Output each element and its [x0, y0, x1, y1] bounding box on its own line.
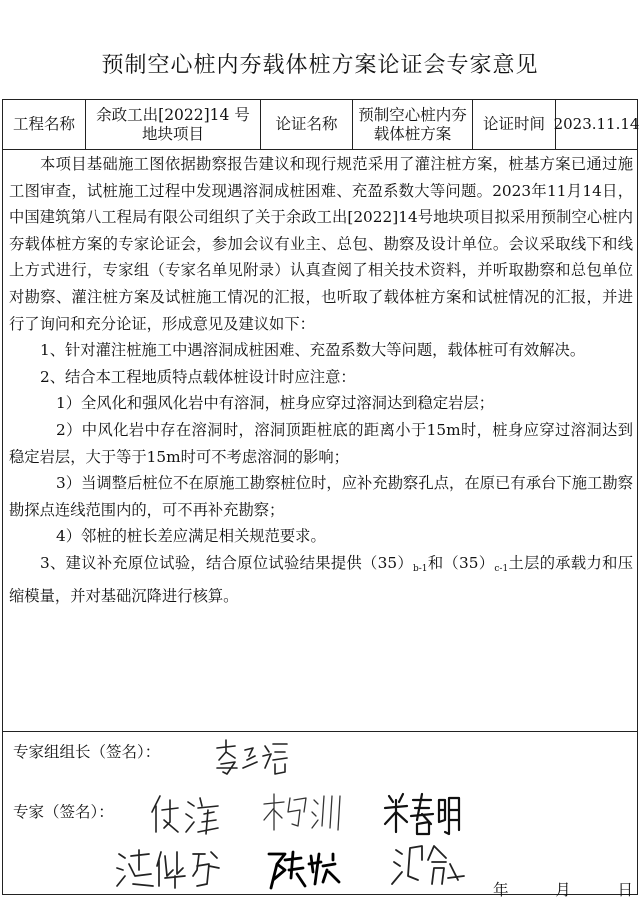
opinion-item-1: 1、针对灌注桩施工中遇溶洞成桩困难、充盈系数大等问题，载体桩可有效解决。 [40, 341, 586, 360]
item-3-subscript-c: c-1 [494, 563, 509, 574]
expert-handwritten-signature-3 [381, 790, 461, 838]
document-title: 预制空心桩内夯载体桩方案论证会专家意见 [101, 53, 539, 78]
expert-handwritten-signature-2 [258, 790, 348, 832]
leader-handwritten-signature [213, 738, 293, 780]
argument-time-label: 论证时间 [473, 100, 556, 149]
expert-signature-label: 专家（签名）： [13, 803, 114, 821]
intro-paragraph: 本项目基础施工图依据勘察报告建议和现行规范采用了灌注桩方案，桩基方案已通过施工图审查，试桩施工过程中发现遇溶洞成桩困难、充盈系数大等问题。2023年11月14日，中国建筑第八工程局有限公司组织了关于余政工出[2022]14号地块项目拟采用预制空心桩内夯载体桩方案的专家论证会，参加会议有业主、总包、勘察及设计单位。会议采取线下和线上方式进行，专家组（专家名单见附录）认真查阅了相关技术资料，并听取勘察和总包单位对勘察、灌注桩方案及试桩施工情况的汇报，也听取了载体桩方案和试桩情况的汇报，并进行了询问和充分论证，形成意见及建议如下： [9, 155, 633, 333]
date-year-label: 年 [493, 881, 509, 898]
expert-handwritten-signature-5 [263, 848, 353, 892]
argument-name-label: 论证名称 [261, 100, 353, 149]
argument-time-value: 2023.11.14 [553, 115, 640, 133]
opinion-item-2-3: 3）当调整后桩位不在原施工勘察桩位时，应补充勘察孔点，在原已有承台下施工勘察勘探点连线范围内的，可不再补充勘察； [9, 474, 633, 519]
item-3-text-a: 3、建议补充原位试验，结合原位试验结果提供（35） [40, 553, 413, 572]
opinion-item-3 [9, 550, 633, 609]
item-3-text-c: 土层的承载力和压缩模量，并对基础沉降进行核算。 [9, 553, 633, 605]
item-3-text-b: 和（35） [427, 553, 495, 572]
sign-date [493, 878, 633, 898]
opinion-form [2, 99, 640, 898]
opinion-body [9, 151, 633, 609]
project-name-value: 余政工出[2022]14 号地块项目 [86, 100, 261, 149]
opinion-item-2-4: 4）邻桩的桩长差应满足相关规范要求。 [56, 527, 326, 546]
opinion-item-2-1: 1）全风化和强风化岩中有溶洞，桩身应穿过溶洞达到稳定岩层； [56, 394, 495, 413]
header-row [3, 100, 640, 150]
expert-handwritten-signature-4 [113, 846, 223, 892]
expert-handwritten-signature-1 [148, 792, 223, 838]
expert-handwritten-signature-6 [388, 840, 468, 890]
opinion-item-2: 2、结合本工程地质特点载体桩设计时应注意： [40, 367, 356, 386]
leader-signature-label: 专家组组长（签名）： [13, 743, 161, 761]
opinion-item-2-2: 2）中风化岩中存在溶洞时，溶洞顶距桩底的距离小于15m时，桩身应穿过溶洞达到稳定岩层，大于等于15m时可不考虑溶洞的影响； [9, 420, 633, 466]
date-month-label: 月 [555, 881, 571, 898]
date-day-label: 日 [617, 881, 633, 898]
item-3-subscript-b: b-1 [412, 563, 428, 574]
argument-name-value: 预制空心桩内夯载体桩方案 [353, 100, 473, 149]
signature-divider [3, 731, 637, 732]
project-name-label: 工程名称 [3, 100, 86, 149]
